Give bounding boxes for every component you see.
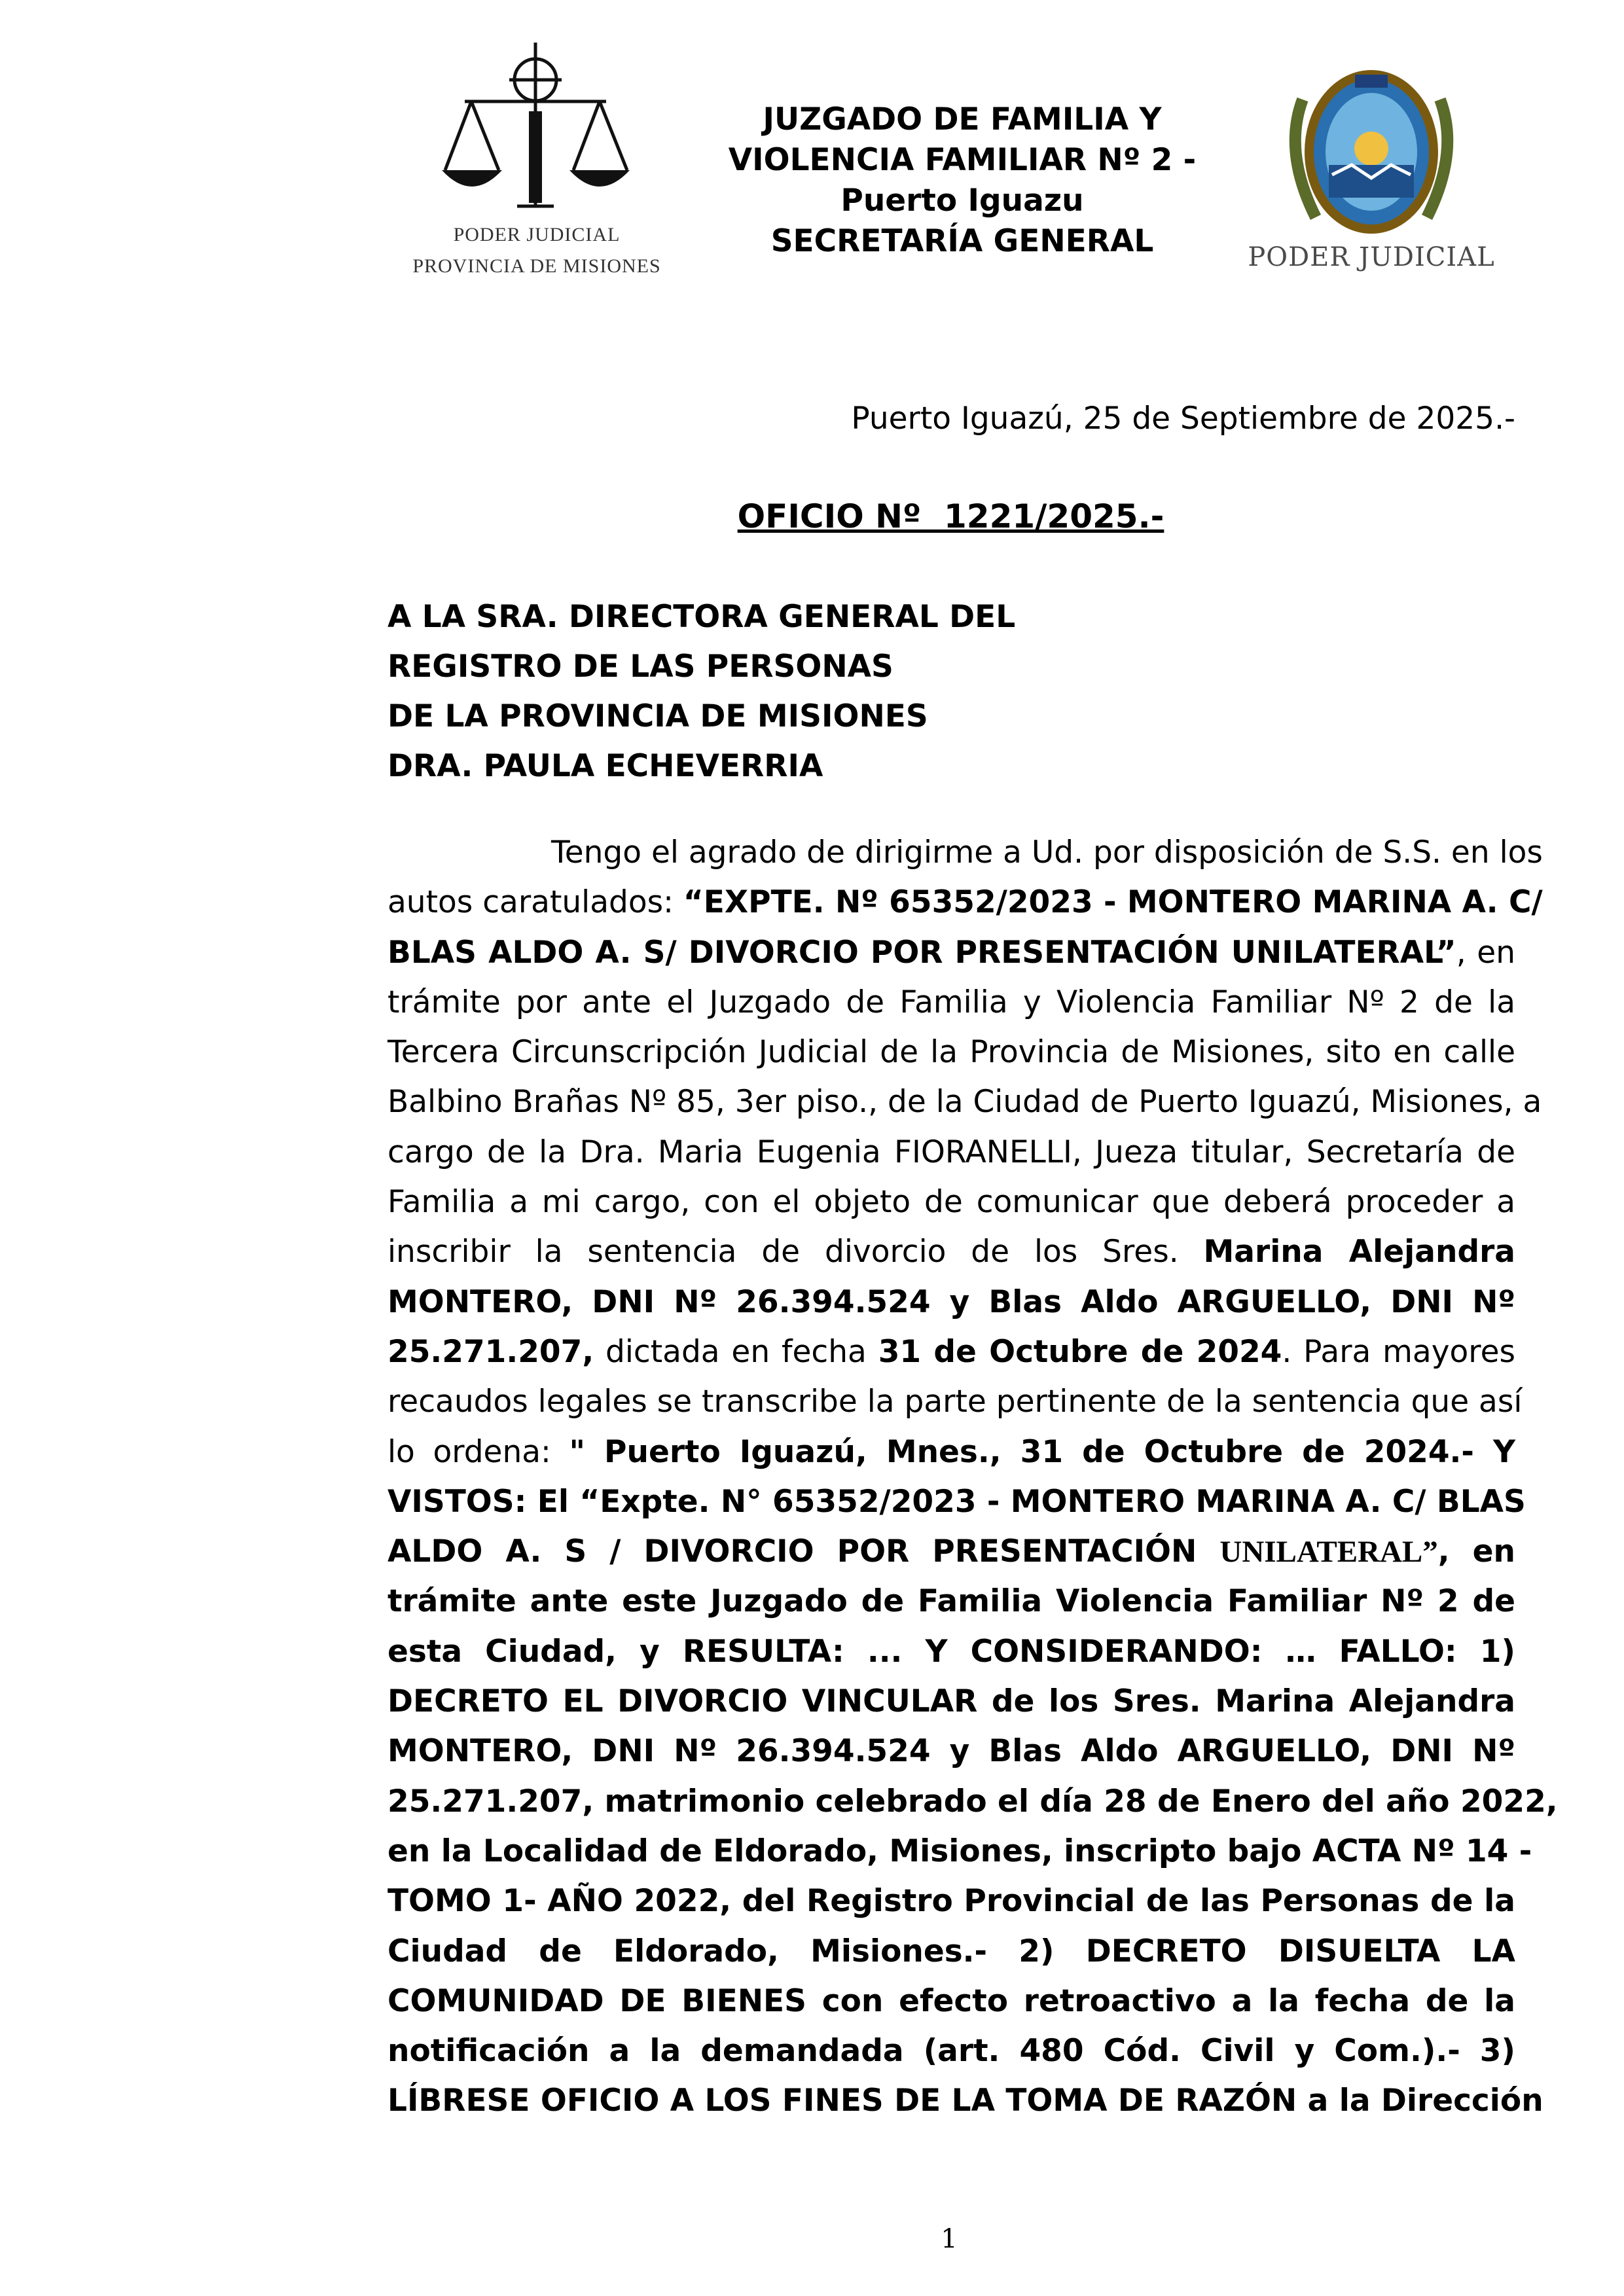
quoted-sentence-bold: LÍBRESE OFICIO A LOS FINES DE LA TOMA DE RAZÓN — [388, 2083, 1308, 2119]
body-text-segment: cargo de la Dra. Maria Eugenia FIORANELLI, Jueza titular, Secretaría de — [388, 1134, 1515, 1170]
body-line — [388, 1677, 1515, 1727]
quoted-sentence-serif: UNILATERAL” — [1219, 1535, 1438, 1570]
body-line — [388, 978, 1515, 1028]
body-text-segment: Tengo el agrado de dirigirme a Ud. por disposición de S.S. en los — [551, 834, 1543, 870]
body-line — [388, 1927, 1515, 1977]
header-title-line: SECRETARÍA GENERAL — [770, 223, 1154, 259]
quoted-sentence-bold: , en — [1437, 1534, 1515, 1570]
page-number: 1 — [941, 2224, 958, 2254]
body-line — [388, 1278, 1515, 1327]
seal-text-line1: PODER JUDICIAL — [453, 224, 621, 245]
body-text-segment: recaudos legales se transcribe la parte pertinente de la sentencia que así — [388, 1384, 1523, 1420]
quoted-sentence-bold: VISTOS: El “Expte. N° 65352/2023 - MONTERO MARINA A. C/ BLAS — [388, 1483, 1526, 1520]
body-line — [388, 1977, 1515, 2026]
body-text-segment: . Para mayores — [1282, 1333, 1515, 1370]
body-line — [388, 878, 1543, 927]
body-text-segment: , en — [1456, 934, 1515, 971]
body-line — [388, 1577, 1515, 1626]
oficio-number: OFICIO Nº 1221/2025.- — [737, 497, 1164, 535]
quoted-sentence-bold: Ciudad de Eldorado, Misiones.- 2) DECRETO DISUELTA LA — [388, 1933, 1515, 1969]
addressee-line: REGISTRO DE LAS PERSONAS — [388, 649, 893, 685]
body-text-segment: dictada en fecha — [594, 1333, 878, 1370]
scales-of-justice-icon — [439, 39, 635, 219]
provincia-seal — [1240, 60, 1502, 296]
body-line — [388, 1227, 1515, 1277]
party-name-bold: MONTERO, DNI Nº 26.394.524 y Blas Aldo ARGUELLO, DNI Nº — [388, 1283, 1515, 1320]
body-line — [388, 1327, 1515, 1377]
quoted-sentence-bold: ALDO A. S / DIVORCIO POR PRESENTACIÓN — [388, 1534, 1220, 1570]
case-title-bold: “EXPTE. Nº 65352/2023 - MONTERO MARINA A. C/ — [683, 884, 1543, 921]
quoted-sentence-bold: 25.271.207, matrimonio celebrado el día 28 de Enero del año 2022, — [388, 1783, 1558, 1820]
body-text-segment: Familia a mi cargo, con el objeto de comunicar que deberá proceder a — [388, 1184, 1515, 1221]
addressee-block — [388, 592, 1238, 791]
header-title-line: VIOLENCIA FAMILIAR Nº 2 - — [728, 142, 1197, 178]
sentence-date-bold: 31 de Octubre de 2024 — [878, 1333, 1282, 1370]
quoted-sentence-bold: esta Ciudad, y RESULTA: ... Y CONSIDERANDO: … FALLO: 1) — [388, 1633, 1515, 1670]
body-text-segment: Tercera Circunscripción Judicial de la Provincia de Misiones, sito en calle — [388, 1034, 1515, 1071]
quoted-sentence-bold: TOMO 1- AÑO 2022, del Registro Provincial de las Personas de la — [388, 1883, 1515, 1920]
body-line — [388, 2076, 1543, 2126]
header-title-line: Puerto Iguazu — [840, 183, 1084, 219]
quoted-sentence-bold: COMUNIDAD DE BIENES con efecto retroactivo a la fecha de la — [388, 1982, 1515, 2019]
body-text-segment: Balbino Brañas Nº 85, 3er piso., de la Ciudad de Puerto Iguazú, Misiones, a — [388, 1084, 1542, 1121]
body-line — [388, 1727, 1515, 1776]
body-line — [388, 1077, 1542, 1127]
seal-text-line2: PROVINCIA DE MISIONES — [412, 255, 661, 277]
party-dni-bold: 25.271.207, — [388, 1333, 594, 1370]
body-text-segment: trámite por ante el Juzgado de Familia y Violencia Familiar Nº 2 de la — [388, 984, 1515, 1020]
body-line — [388, 1028, 1515, 1077]
body-line — [388, 1427, 1515, 1477]
body-line — [388, 928, 1515, 978]
quoted-sentence-bold: MONTERO, DNI Nº 26.394.524 y Blas Aldo ARGUELLO, DNI Nº — [388, 1733, 1515, 1770]
case-title-bold: BLAS ALDO A. S/ DIVORCIO POR PRESENTACIÓN UNILATERAL” — [388, 934, 1456, 971]
quoted-sentence-bold: trámite ante este Juzgado de Familia Violencia Familiar Nº 2 de — [388, 1583, 1515, 1620]
body-line — [388, 1827, 1532, 1876]
document-date: Puerto Iguazú, 25 de Septiembre de 2025.- — [851, 401, 1515, 437]
addressee-line: DRA. PAULA ECHEVERRIA — [388, 748, 823, 784]
body-line — [388, 1128, 1515, 1177]
provincia-de-misiones-seal-icon — [1276, 60, 1466, 237]
header-title-line: JUZGADO DE FAMILIA Y — [763, 101, 1162, 137]
body-text-segment: lo ordena: — [388, 1433, 569, 1470]
poder-judicial-label: PODER JUDICIAL — [1248, 242, 1495, 272]
body-line — [388, 1477, 1526, 1527]
body-line — [388, 828, 1543, 878]
quoted-sentence-bold: notificación a la demandada (art. 480 Cód. Civil y Com.).- 3) — [388, 2033, 1515, 2070]
body-line — [388, 2026, 1515, 2076]
quoted-sentence-bold: en la Localidad de Eldorado, Misiones, inscripto bajo ACTA Nº 14 - — [388, 1833, 1532, 1869]
addressee-line: A LA SRA. DIRECTORA GENERAL DEL — [388, 599, 1016, 635]
quoted-sentence-bold: DECRETO EL DIVORCIO VINCULAR de los Sres. Marina Alejandra — [388, 1683, 1515, 1720]
quoted-sentence-bold: a la Dirección — [1307, 2083, 1543, 2119]
body-line — [388, 1777, 1558, 1827]
body-line — [388, 1876, 1515, 1926]
body-line — [388, 1177, 1515, 1227]
quoted-sentence-bold: " Puerto Iguazú, Mnes., 31 de Octubre de 2024.- Y — [569, 1433, 1515, 1470]
body-text-segment: autos caratulados: — [388, 884, 683, 921]
court-header-title — [707, 99, 1218, 262]
body-line — [388, 1527, 1515, 1577]
addressee-line: DE LA PROVINCIA DE MISIONES — [388, 698, 928, 734]
body-line — [388, 1377, 1523, 1427]
body-line — [388, 1627, 1515, 1677]
body-text-segment: inscribir la sentencia de divorcio de los Sres. — [388, 1234, 1204, 1270]
poder-judicial-seal — [393, 39, 681, 295]
body-paragraph — [388, 828, 1558, 2126]
party-name-bold: Marina Alejandra — [1203, 1234, 1515, 1270]
